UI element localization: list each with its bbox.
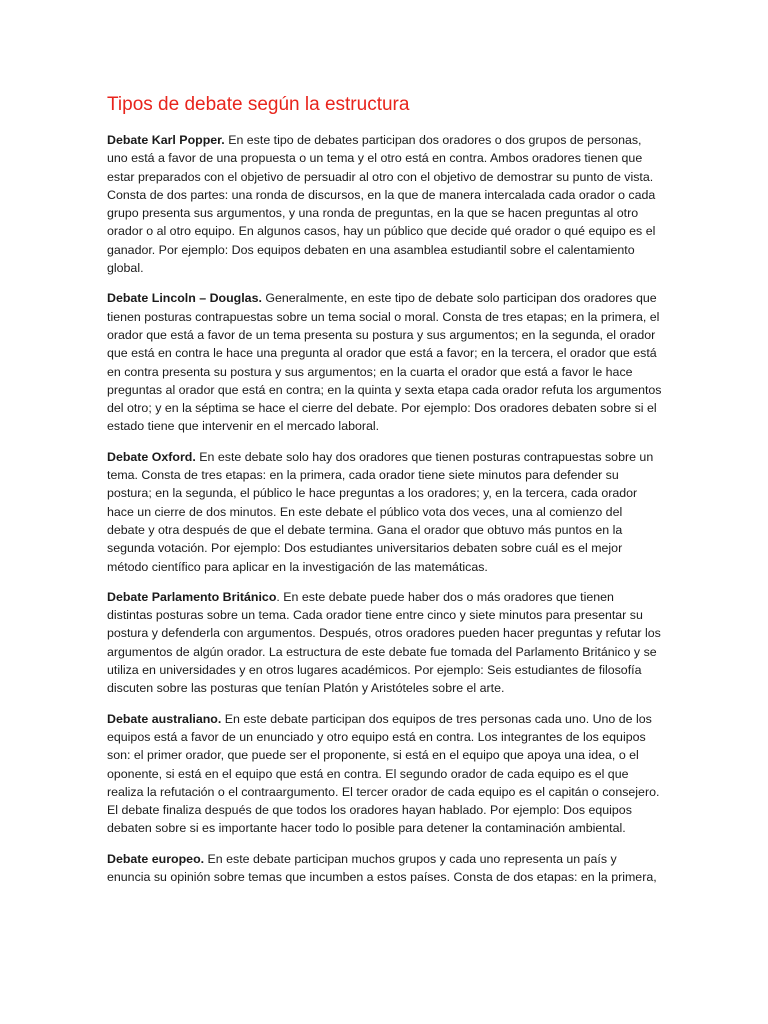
section-parlamento-britanico (107, 588, 662, 698)
section-text: En este debate solo hay dos oradores que tienen posturas contrapuestas sobre un tema. Consta de tres etapas: en la primera, cada orador tiene siete minutos para defender su postura; en la segunda, el público le hace preguntas a los oradores; y, en la tercera, cada orador hace un cierre de dos minutos. En este debate el público vota dos veces, una al comienzo del debate y otra después de que el debate termina. Gana el orador que obtuvo más puntos en la segunda votación. Por ejemplo: Dos estudiantes universitarios debaten sobre cuál es el mejor método científico para aplicar en la investigación de las matemáticas. (107, 449, 654, 574)
page-title: Tipos de debate según la estructura (107, 94, 410, 115)
section-text: Generalmente, en este tipo de debate solo participan dos oradores que tienen posturas contrapuestas sobre un tema social o moral. Consta de tres etapas; en la primera, el orador que está a favor de un tema presenta su postura y sus argumentos; en la segunda, el orador que está en contra le hace una pregunta al orador que está a favor; en la tercera, el orador que está en contra presenta su postura y sus argumentos; en la cuarta el orador que está a favor le hace preguntas al orador que está en contra; en la quinta y sexta etapa cada orador refuta los argumentos del otro; y en la séptima se hace el cierre del debate. Por ejemplo: Dos oradores debaten sobre si el estado tiene que intervenir en el mercado laboral. (107, 291, 662, 434)
section-text: En este debate participan dos equipos de tres personas cada uno. Uno de los equipos está a favor de un enunciado y otro equipo está en contra. Los integrantes de los equipos son: el primer orador, que puede ser el proponente, si está en el equipo que apoya una idea, o el oponente, si está en el equipo que está en contra. El segundo orador de cada equipo es el que realiza la refutación o el contraargumento. El tercer orador de cada equipo es el capitán o consejero. El debate finaliza después de que todos los oradores hayan hablado. Por ejemplo: Dos equipos debaten sobre si es importante hacer todo lo posible para detener la contaminación ambiental. (107, 711, 660, 836)
section-karl-popper (107, 131, 662, 277)
section-term: Debate europeo. (107, 851, 205, 866)
section-term: Debate australiano. (107, 711, 222, 726)
section-europeo (107, 850, 662, 887)
section-text: . En este debate puede haber dos o más oradores que tienen distintas posturas sobre un tema. Cada orador tiene entre cinco y siete minutos para presentar su postura y defenderla con argumentos. Después, otros oradores pueden hacer preguntas y refutar los argumentos de algún orador. La estructura de este debate fue tomada del Parlamento Británico y se utiliza en universidades y en otros lugares académicos. Por ejemplo: Seis estudiantes de filosofía discuten sobre las posturas que tenían Platón y Aristóteles sobre el arte. (107, 589, 661, 696)
section-oxford (107, 448, 662, 576)
section-term: Debate Parlamento Británico (107, 589, 277, 604)
section-term: Debate Lincoln – Douglas. (107, 291, 262, 306)
section-australiano (107, 710, 662, 838)
section-term: Debate Karl Popper. (107, 133, 225, 147)
section-term: Debate Oxford. (107, 449, 196, 464)
section-text: En este tipo de debates participan dos oradores o dos grupos de personas, uno está a favor de una propuesta o un tema y el otro está en contra. Ambos oradores tienen que estar preparados con el objetivo de persuadir al otro con el objetivo de demostrar su punto de vista. Consta de dos partes: una ronda de discursos, en la que de manera intercalada cada orador o cada grupo presenta sus argumentos, y una ronda de preguntas, en la que se hacen preguntas al otro orador o al otro equipo. En algunos casos, hay un público que decide qué orador o qué equipo es el ganador. Por ejemplo: Dos equipos debaten en una asamblea estudiantil sobre el calentamiento global. (107, 133, 656, 276)
document-content (107, 92, 662, 887)
section-text: En este debate participan muchos grupos y cada uno representa un país y enuncia su opinión sobre temas que incumben a estos países. Consta de dos etapas: en la primera, (107, 851, 657, 884)
section-lincoln-douglas (107, 289, 662, 435)
